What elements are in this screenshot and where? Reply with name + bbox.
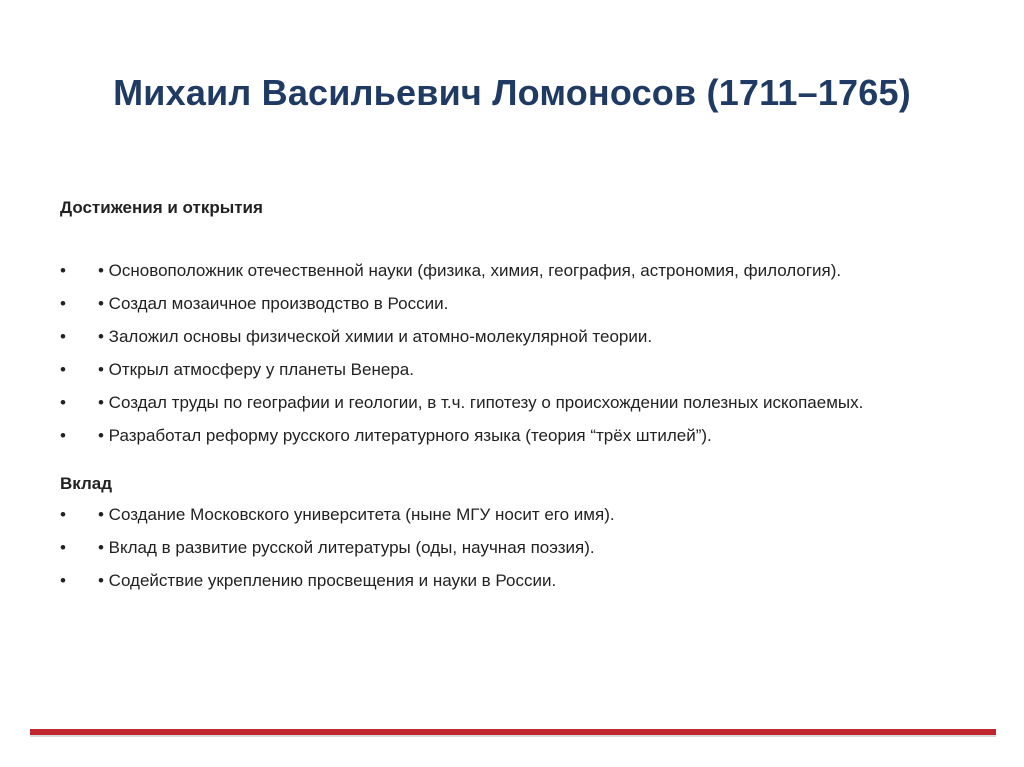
list-item <box>60 502 960 527</box>
bullet-marker: • <box>60 571 66 590</box>
list-item <box>60 291 960 316</box>
list-item <box>60 258 960 283</box>
list-item-text: • Создал мозаичное производство в России. <box>98 294 449 313</box>
list-item <box>60 535 960 560</box>
section-heading-contribution: Вклад <box>60 474 113 493</box>
section-heading-achievements: Достижения и открытия <box>60 198 263 217</box>
contribution-list <box>60 502 960 593</box>
list-item-text: • Содействие укреплению просвещения и науки в России. <box>98 571 557 590</box>
slide-content <box>60 196 960 601</box>
list-item-text: • Заложил основы физической химии и атомно-молекулярной теории. <box>98 327 653 346</box>
list-item <box>60 390 960 415</box>
bullet-marker: • <box>60 393 66 412</box>
list-item-text: • Создание Московского университета (ныне МГУ носит его имя). <box>98 505 615 524</box>
list-item-text: • Разработал реформу русского литературного языка (теория “трёх штилей”). <box>98 426 712 445</box>
list-item <box>60 568 960 593</box>
bullet-marker: • <box>60 426 66 445</box>
list-item <box>60 357 960 382</box>
bullet-marker: • <box>60 294 66 313</box>
bullet-marker: • <box>60 360 66 379</box>
list-item-text: • Создал труды по географии и геологии, в т.ч. гипотезу о происхождении полезных ископаемых. <box>98 393 864 412</box>
bottom-rule-shadow <box>30 735 996 737</box>
achievements-list <box>60 258 960 448</box>
bullet-marker: • <box>60 327 66 346</box>
list-item <box>60 423 960 448</box>
list-item-text: • Открыл атмосферу у планеты Венера. <box>98 360 414 379</box>
bullet-marker: • <box>60 505 66 524</box>
slide-title: Михаил Васильевич Ломоносов (1711–1765) <box>113 72 911 113</box>
bullet-marker: • <box>60 261 66 280</box>
list-item-text: • Основоположник отечественной науки (физика, химия, география, астрономия, филология). <box>98 261 842 280</box>
list-item <box>60 324 960 349</box>
list-item-text: • Вклад в развитие русской литературы (оды, научная поэзия). <box>98 538 595 557</box>
bullet-marker: • <box>60 538 66 557</box>
